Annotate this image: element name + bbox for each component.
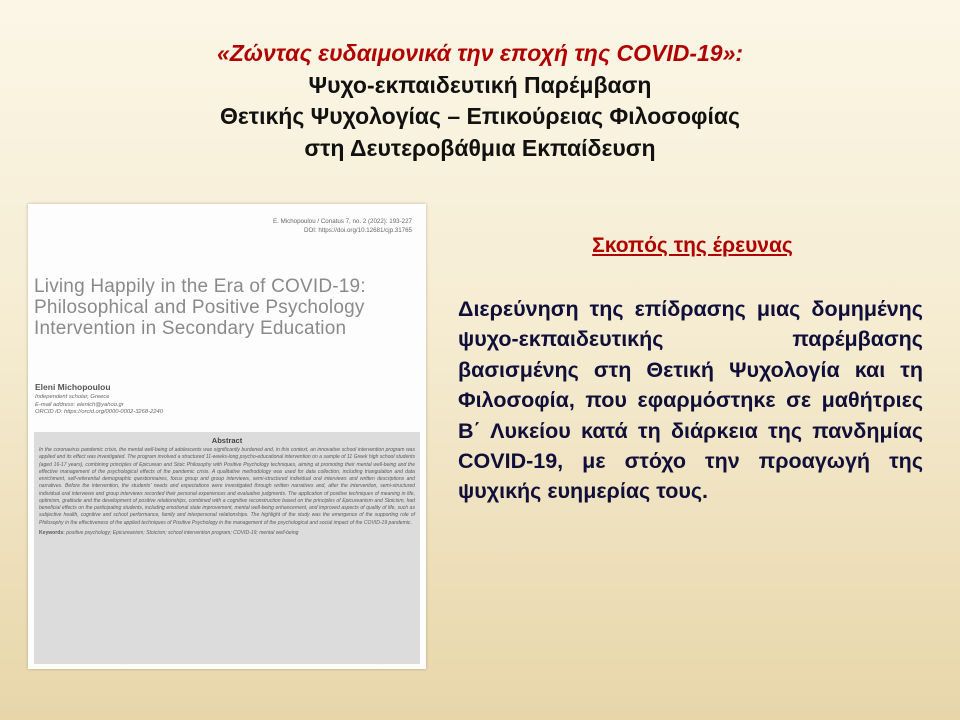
paper-orcid: ORCID iD: https://orcid.org/0000-0002-3268-2240 <box>35 409 163 415</box>
keywords-text: positive psychology; Epicureanism; Stoicism; school intervention program; COVID-19; mental well-being <box>66 529 299 536</box>
title-line-1: «Ζώντας ευδαιμονικά την εποχή της COVID-19»: <box>216 40 744 66</box>
title-line-2: Ψυχο-εκπαιδευτική Παρέμβαση <box>308 71 652 98</box>
aim-heading: Σκοπός της έρευνας <box>592 234 793 257</box>
paper-email: E-mail address: elenich@yahoo.gr <box>35 401 124 408</box>
title-line-3: Θετικής Ψυχολογίας – Επικούρειας Φιλοσοφίας <box>220 103 740 129</box>
paper-title: Living Happily in the Era of COVID-19: Philosophical and Positive Psychology Intervention in Secondary Education <box>34 276 366 339</box>
abstract-box <box>34 432 420 664</box>
paper-affiliation: Independent scholar, Greece <box>35 394 110 400</box>
abstract-heading: Abstract <box>211 436 243 445</box>
citation-line-2: DOI: https://doi.org/10.12681/cjp.31765 <box>303 227 412 234</box>
paper-citation <box>273 217 412 235</box>
aim-paragraph: Διερεύνηση της επίδρασης μιας δομημένης ψυχο-εκπαιδευτικής παρέμβασης βασισμένης στη Θετική Ψυχολογία και τη Φιλοσοφία, που εφαρμόστηκε σε μαθήτριες Β΄ Λυκείου κατά τη διάρκεια της πανδημίας COVID-19, με στόχο την προαγωγή της ψυχικής ευημερίας τους. <box>458 297 923 504</box>
citation-line-1: E. Michopoulou / Conatus 7, no. 2 (2022): 193-227 <box>273 218 412 225</box>
keywords-line <box>39 530 415 537</box>
abstract-body: In the coronavirus pandemic crisis, the mental well-being of adolescents was significantly burdened and, in this context, an innovative school intervention program was applied and its effect was investigated. The program involved a structured 11-weeks-long psycho-educational intervention on a sample of 11 Greek high school students (aged 16-17 years), combining principles of Epicurean and Stoic Philosophy with Positive Psychology techniques, aiming at promoting their mental well-being and the effective management of the psychological effects of the pandemic crisis. A qualitative methodology was used for data collection, including triangulation and data enrichment, self-referential demographic questionnaires, focus group and group interviews, semi-structured individual oral interviews and written descriptions and narratives. Before the intervention, the students' needs and expectations were investigated through written narratives and, after the intervention, semi-structured individual oral interviews and group interviews recorded their personal experiences and evaluative judgments. The application of positive techniques of meaning in life, optimism, gratitude and the development of positive relationships, combined with a cognitive reconstruction based on the principles of Epicureanism and Stoicism, had beneficial effects on the participating students, including emotional state improvement, mental well-being enhancement, and improved aspects of quality of life, such as subjective health, cognitive and school performance, family and interpersonal relationships. The highlight of the study was the emergence of the supporting role of Philosophy in the effectiveness of the applied techniques of Positive Psychology in the management of the psychological and social impact of the COVID-19 pandemic. <box>39 447 415 526</box>
paper-affiliation-block <box>35 394 163 417</box>
paper-author: Eleni Michopoulou <box>35 382 111 392</box>
slide-title <box>0 38 960 164</box>
keywords-label: Keywords: <box>39 529 65 536</box>
title-line-4: στη Δευτεροβάθμια Εκπαίδευση <box>304 134 656 161</box>
paper-first-page-image <box>28 204 426 669</box>
